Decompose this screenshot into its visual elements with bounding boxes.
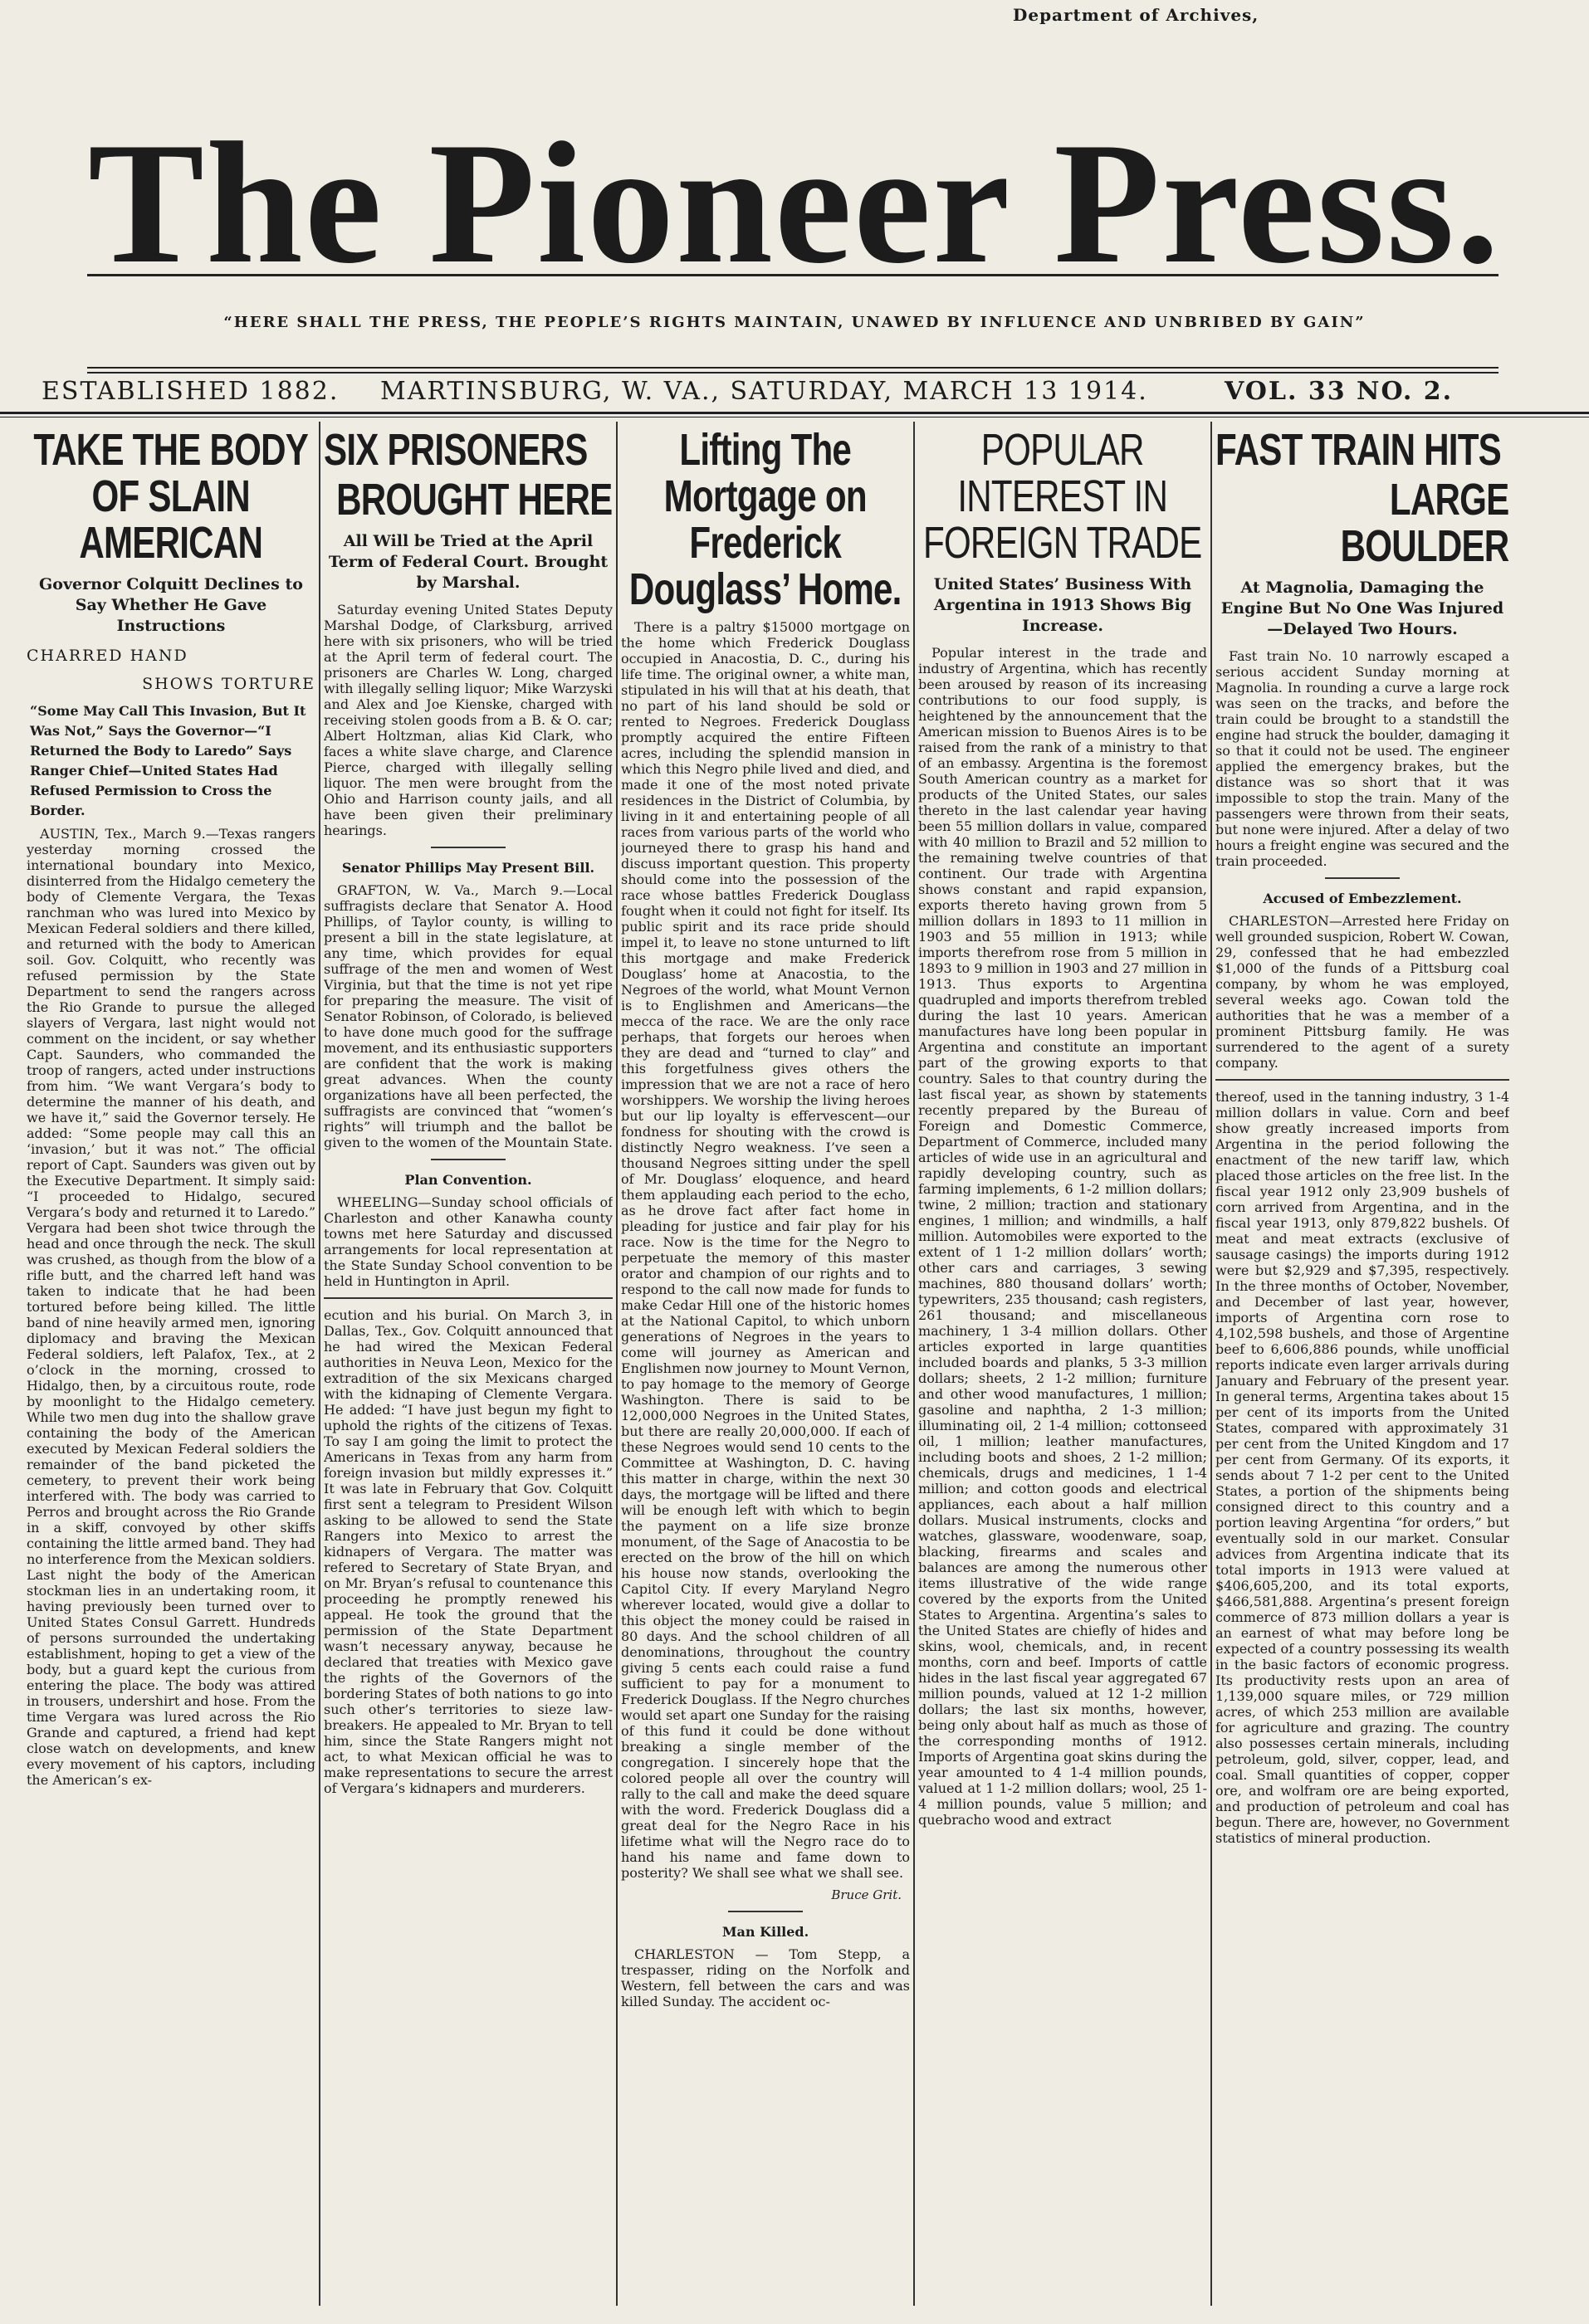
subhead-federal-court: All Will be Tried at the April Term of Federal Court. Brought by Marshal. xyxy=(328,532,609,592)
masthead-rule xyxy=(87,372,1499,374)
column-2 xyxy=(324,422,613,2314)
article-body-trade-continued xyxy=(1215,1089,1509,1846)
headline-man-killed: Man Killed. xyxy=(721,1924,809,1940)
headline-brought-here: BROUGHT HERE xyxy=(336,475,613,525)
deck-invasion-quote: “Some May Call This Invasion, But It Was Not,” Says the Governor—“I Returned the Body to Laredo” Says Ranger Chief—United States Had Refused Permission to Cross the Border. xyxy=(30,703,306,818)
deck-charred-hand: CHARRED HAND xyxy=(27,647,188,665)
headline-fast-train: FAST TRAIN HITS xyxy=(1215,425,1501,475)
subhead-magnolia: At Magnolia, Damaging the Engine But No One Was Injured—Delayed Two Hours. xyxy=(1220,579,1504,638)
volume-number: VOL. 33 NO. 2. xyxy=(1225,377,1454,406)
archive-stamp: Department of Archives, xyxy=(1013,5,1259,25)
article-body-foreign-trade xyxy=(918,645,1207,1828)
article-text: Popular interest in the trade and industry of Argentina, which has recently been aroused by reason of its increasing contributions to our food supply, is heightened by the announcement that the American mission to Buenos Aires is to be raised from the rank of a ministry to that of an embassy. Argentina is the foremost South American country as a market for products of the United States, our sales thereto in the last calendar year having been 55 million dollars in value, compared with 40 million to Brazil and 52 million to the remaining twelve countries of that continent. Our trade with Argentina shows constant and rapid expansion, exports thereto having grown from 5 million dollars in 1893 to 11 million in 1903 and 55 million in 1913; while imports therefrom rose from 5 million in 1893 to 9 million in 1903 and 27 million in 1913. Thus exports to Argentina quadrupled and imports therefrom trebled during the last 10 years. American manufactures have long been popular in Argentina and constitute an important part of the growing exports to that country. Sales to that country during the last fiscal year, as shown by statements recently prepared by the Bureau of Foreign and Domestic Commerce, Department of Commerce, included many articles of wide use in an agricultural and rapidly developing country, such as farming implements, 6 1-2 million dollars; twine, 2 million; traction and stationary engines, 1 million; and windmills, a half million. Automobiles were exported to the extent of 1 1-2 million dollars’ worth; other cars and carriages, 3 sewing machines, 880 thousand dollars’ worth; typewriters, 235 thousand; cash registers, 261 thousand; and miscellaneous machinery, 1 3-4 million dollars. Other articles exported in large quantities included boards and planks, 5 3-3 million dollars; sheets, 2 1-2 million; furniture and other wood manufactures, 1 million; gasoline and naphtha, 2 1-3 million; illuminating oil, 2 1-4 million; cottonseed oil, 1 million; leather manufactures, including boots and shoes, 2 1-2 million; chemicals, drugs and medicines, 1 1-4 million; and cotton goods and electrical appliances, each about a half million dollars. Musical instruments, clocks and watches, glassware, woodenware, soap, blacking, firearms and scales and balances are among the numerous other items illustrative of the wide range covered by the exports from the United States to Argentina. Argentina’s sales to the United States are chiefly of hides and skins, wool, chemicals, and, in recent months, corn and beef. Imports of cattle hides in the last fiscal year aggregated 67 million pounds, valued at 12 1-2 million dollars; the last six months, however, being only about half as much as those of the corresponding months of 1912. Imports of Argentina goat skins during the year amounted to 4 1-4 million pounds, valued at 1 1-2 million dollars; wool, 25 1-4 million pounds, value 5 million; and quebracho wood and extract xyxy=(918,645,1207,1828)
column-divider xyxy=(319,422,320,2306)
headline-large-boulder: LARGE BOULDER xyxy=(1340,475,1509,571)
article-body-embezzlement xyxy=(1215,913,1509,1071)
section-divider xyxy=(1325,877,1400,879)
subhead-argentina: United States’ Business With Argentina in 1913 Shows Big Increase. xyxy=(933,575,1192,635)
established-line: ESTABLISHED 1882. xyxy=(42,377,340,406)
article-text: WHEELING—Sunday school officials of Charleston and other Kanawha county towns met here Saturday and discussed arrangements for local representation at the State Sunday School convention to be held in Huntington in April. xyxy=(324,1194,613,1289)
place-date-line: MARTINSBURG, W. VA., SATURDAY, MARCH 13 1914. xyxy=(380,377,1148,406)
headline-slain-american: TAKE THE BODY OF SLAIN AMERICAN xyxy=(33,425,309,568)
article-text: CHARLESTON—Arrested here Friday on well grounded suspicion, Robert W. Cowan, 29, confessed that he had embezzled $1,000 of the funds of a Pittsburg coal company, by whom he was employed, several weeks ago. Cowan told the authorities that he was a member of a prominent Pittsburg family. He was surrendered to the agent of a surety company. xyxy=(1215,913,1509,1071)
subhead-colquitt: Governor Colquitt Declines to Say Whether He Gave Instructions xyxy=(39,575,303,635)
section-divider xyxy=(431,1159,506,1160)
column-divider xyxy=(1210,422,1212,2306)
article-text: Saturday evening United States Deputy Marshal Dodge, of Clarksburg, arrived here with six prisoners, who will be tried at the April term of federal court. The prisoners are Charles W. Long, charged with illegally selling liquor; Mike Warzyski and Alex and Joe Kienske, charged with receiving stolen goods from a B. & O. car; Albert Holtzman, alias Kid Clark, who faces a white slave charge, and Clarence Pierce, charged with illegally selling liquor. The men were brought from the Ohio and Harrison county jails, and all have been given their preliminary hearings. xyxy=(324,602,613,838)
article-signature: Bruce Grit. xyxy=(831,1887,902,1902)
article-body-continued xyxy=(324,1307,613,1796)
headline-six-prisoners: SIX PRISONERS xyxy=(324,425,588,475)
masthead-rule xyxy=(0,412,1589,414)
article-text: CHARLESTON — Tom Stepp, a trespasser, riding on the Norfolk and Western, fell between the cars and was killed Sunday. The accident oc- xyxy=(621,1946,910,2009)
article-text: There is a paltry $15000 mortgage on the home which Frederick Douglass occupied in Anacostia, D. C., during his life time. The original owner, a white man, stipulated in his will that at his death, that no part of his land should be sold or rented to Negroes. Frederick Douglass promptly acquired the entire Fifteen acres, including the splendid mansion in which this Negro phile lived and died, and made it one of the most noted private residences in the District of Columbia, by living in it and entertaining people of all races from various parts of the world who journeyed there to grasp his hand and discuss important question. This property should come into the possession of the race whose battles Frederick Douglass fought when it could not fight for itself. Its public spirit and its race pride should impel it, to leave no stone unturned to lift this mortgage and make Frederick Douglass’ home at Anacostia, to the Negroes of the world, what Mount Vernon is to Englishmen and Americans—the mecca of the race. We are the only race perhaps, that forgets our heroes when they are dead and “turned to clay” and this forgetfulness gives others the impression that we are not a race of hero worshippers. We worship the living heroes but our lip loyalty is effervescent—our fondness for shouting with the crowd is distinctly Negro weakness. I’ve seen a thousand Negroes sitting under the spell of Mr. Douglass’ eloquence, and heard them applauding each period to the echo, as he drove fact after fact home in pleading for justice and fair play for his race. Now is the time for the Negro to perpetuate the memory of this master orator and champion of our rights and to respond to the call now made for funds to make Cedar Hill one of the historic homes at the National Capitol, to which unborn generations of Negroes in the years to come will journey as American and Englishmen now journey to Mount Vernon, to pay homage to the memory of George Washington. There is said to be 12,000,000 Negroes in the United States, but there are really 20,000,000. If each of these Negroes would send 10 cents to the Committee at Washington, D. C. having this matter in charge, within the next 30 days, the mortgage will be lifted and there will be enough left with which to begin the payment on a life size bronze monument, of the Sage of Anacostia to be erected on the brow of the hill on which his house now stands, overlooking the Capitol City. If every Maryland Negro wherever located, would give a dollar to this object the money could be raised in 80 days. And the school children of all denominations, throughout the country giving 5 cents each could raise a fund sufficient to pay for a monument to Frederick Douglass. If the Negro churches would set apart one Sunday for the raising of this fund it could be done without breaking a single member of the congregation. I sincerely hope that the colored people all over the country will rally to the call and make the deed square with the word. Frederick Douglass did a great deal for the Negro Race in his lifetime what will the Negro race do to hand his name and fame down to posterity? We shall see what we shall see. xyxy=(621,619,910,1881)
headline-douglass-home: Lifting The Mortgage on Frederick Douglass’ Home. xyxy=(628,425,902,614)
column-3 xyxy=(621,422,910,2314)
article-text: thereof, used in the tanning industry, 3 1-4 million dollars in value. Corn and beef show greatly increased imports from Argentina in the period following the enactment of the new tariff law, which placed those articles on the free list. In the fiscal year 1912 only 23,909 bushels of corn arrived from Argentina, and in the fiscal year 1913, only 879,822 bushels. Of meat and meat extracts (exclusive of sausage casings) the imports during 1912 were but $2,929 and $7,395, respectively. In the three months of October, November, and December of last year, however, imports of Argentina corn rose to 4,102,598 bushels, and those of Argentine beef to 6,606,886 pounds, while unofficial reports indicate even larger arrivals during January and February of the present year. In general terms, Argentina takes about 15 per cent of its imports from the United States, compared with approximately 31 per cent from the United Kingdom and 17 per cent from Germany. Of its exports, it sends about 7 1-2 per cent to the United States, a portion of the shipments being consigned direct to this country and a portion leaving Argentina “for orders,” but eventually sold in our market. Consular advices from Argentina indicate that its total imports in 1913 were valued at $406,605,200, and its total exports, $466,581,888. Argentina’s present foreign commerce of 873 million dollars a year is an earnest of what may before long be expected of a country possessing its wealth in the basic factors of economic progress. Its productivity rests upon an area of 1,139,000 square miles, or 729 million acres, of which 253 million are available for agriculture and grazing. The country also possesses certain minerals, including petroleum, gold, silver, copper, lead, and coal. Small quantities of copper, copper ore, and wolfram ore are being exported, and production of petroleum and coal has begun. There are, however, no Government statistics of mineral production. xyxy=(1215,1089,1509,1846)
headline-senator-phillips: Senator Phillips May Present Bill. xyxy=(341,860,595,876)
article-body-prisoners xyxy=(324,602,613,838)
article-body-douglass xyxy=(621,619,910,1881)
article-body-train xyxy=(1215,648,1509,869)
section-divider xyxy=(728,1911,803,1912)
article-body-slain-american xyxy=(27,826,315,1788)
headline-embezzlement: Accused of Embezzlement. xyxy=(1263,891,1462,906)
article-text: ecution and his burial. On March 3, in Dallas, Tex., Gov. Colquitt announced that he had wired the Mexican Federal authorities in Neuva Leon, Mexico for the extradition of the six Mexicans charged with the kidnaping of Clemente Vergara. He added: “I have just begun my fight to uphold the rights of the citizens of Texas. To say I am going the limit to protect the Americans in Texas from any harm from foreign invasion but mildly expresses it.” It was late in February that Gov. Colquitt first sent a telegram to President Wilson asking to be allowed to send the State Rangers into Mexico to arrest the kidnapers of Vergara. The matter was refered to Secretary of State Bryan, and on Mr. Bryan’s refusal to countenance this proceeding he promptly renewed his appeal. He took the ground that the permission of the State Department wasn’t necessary anyway, because he declared that treaties with Mexico gave the rights of the Governors of the bordering States of both nations to go into such other’s territories to sieze law-breakers. He appealed to Mr. Bryan to tell him, since the State Rangers might not act, to what Mexican official he was to make representations to secure the arrest of Vergara’s kidnapers and murderers. xyxy=(324,1307,613,1796)
article-text: AUSTIN, Tex., March 9.—Texas rangers yesterday morning crossed the international boundary into Mexico, disinterred from the Hidalgo cemetery the body of Clemente Vergara, the Texas ranchman who was lured into Mexico by Mexican Federal soldiers and there killed, and returned with the body to American soil. Gov. Colquitt, who recently was refused permission by the State Department to send the rangers across the Rio Grande to pursue the alleged slayers of Vergara, last night would not comment on the incident, or say whether Capt. Saunders, who commanded the troop of rangers, acted under instructions from him. “We want Vergara’s body to determine the manner of his death, and we have it,” said the Governor tersely. He added: “Some people may call this an ‘invasion,’ but it was not.” The official report of Capt. Saunders was given out by the Executive Department. It simply said: “I proceeded to Hidalgo, secured Vergara’s body and returned it to Laredo.” Vergara had been shot twice through the head and once through the neck. The skull was crushed, as though from the blow of a rifle butt, and the charred left hand was taken to indicate that he had been tortured before being killed. The little band of nine heavily armed men, ignoring diplomacy and braving the Mexican Federal soldiers, left Palafox, Tex., at 2 o’clock in the morning, crossed to Hidalgo, then, by a circuitous route, rode by moonlight to the Hidalgo cemetery. While two men dug into the shallow grave containing the body of the American executed by Mexican Federal soldiers the remainder of the band picketed the cemetery, to prevent their work being interfered with. The body was carried to Perros and brought across the Rio Grande in a skiff, convoyed by other skiffs containing the little armed band. They had no interference from the Mexican soldiers. Last night the body of the American stockman lies in an undertaking room, it having previously been turned over to United States Consul Garrett. Hundreds of persons surrounded the undertaking establishment, hoping to get a view of the body, but a guard kept the curious from entering the place. The body was attired in trousers, undershirt and hose. From the time Vergara was lured across the Rio Grande and captured, a friend had kept close watch on developments, and knew every movement of his captors, including the American’s ex- xyxy=(27,826,315,1788)
article-text: GRAFTON, W. Va., March 9.—Local suffragists declare that Senator A. Hood Phillips, of Taylor county, is willing to present a bill in the state legislature, at any time, which provides for equal suffrage of the men and women of West Virginia, but that the time is not yet ripe for preparing the measure. The visit of Senator Robinson, of Colorado, is believed to have done much good for the suffrage movement, and its enthusiastic supporters are confident that the work is making great advances. When the county organizations have all been perfected, the suffragists are convinced that “women’s rights” will triumph and the ballot be given to the women of the Mountain State. xyxy=(324,882,613,1150)
masthead-rule xyxy=(87,274,1499,276)
masthead-rule xyxy=(87,367,1499,369)
headline-plan-convention: Plan Convention. xyxy=(404,1172,532,1188)
article-body-convention xyxy=(324,1194,613,1289)
headline-foreign-trade: POPULAR INTEREST IN FOREIGN TRADE xyxy=(922,425,1202,568)
deck-shows-torture: SHOWS TORTURE xyxy=(142,675,315,693)
article-text: Fast train No. 10 narrowly escaped a serious accident Sunday morning at Magnolia. In rounding a curve a large rock was seen on the tracks, and before the train could be brought to a standstill the engine had struck the boulder, damaging it so that it could not be used. The engineer applied the emergency brakes, but the distance was so short that it was impossible to stop the train. Many of the passengers were thrown from their seats, but none were injured. After a delay of two hours a freight engine was secured and the train proceeded. xyxy=(1215,648,1509,869)
section-divider xyxy=(431,847,506,848)
newspaper-nameplate: The Pioneer Press. xyxy=(87,107,1502,300)
section-divider xyxy=(1215,1079,1509,1081)
section-divider xyxy=(324,1297,613,1299)
article-body-man-killed xyxy=(621,1946,910,2009)
column-divider xyxy=(616,422,618,2306)
column-1 xyxy=(27,422,315,2314)
column-5 xyxy=(1215,422,1509,2314)
column-4 xyxy=(918,422,1207,2314)
column-divider xyxy=(913,422,915,2306)
article-body-suffrage xyxy=(324,882,613,1150)
newspaper-motto: “HERE SHALL THE PRESS, THE PEOPLE’S RIGHTS MAINTAIN, UNAWED BY INFLUENCE AND UNBRIBED BY GAIN” xyxy=(223,314,1366,331)
